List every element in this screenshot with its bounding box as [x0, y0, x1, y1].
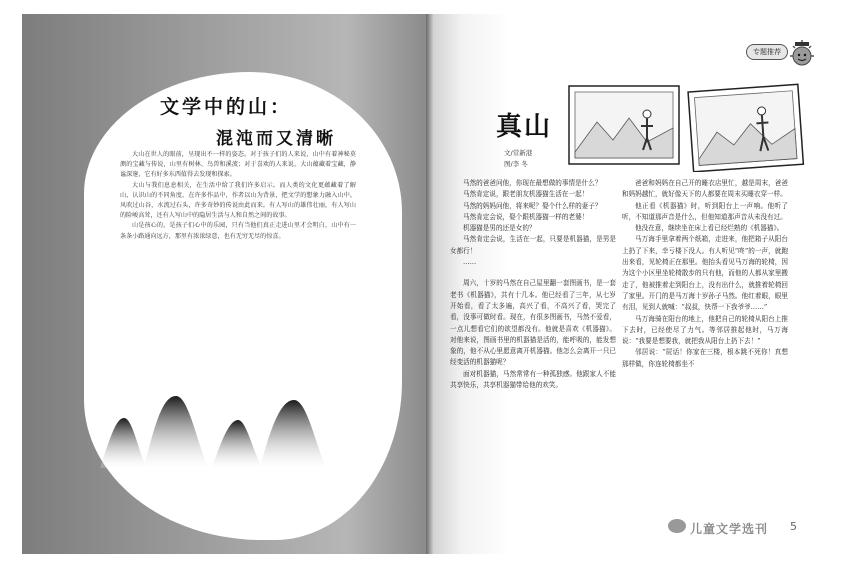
mountain-peak: [260, 400, 326, 468]
col1-paragraph: 马然的妈妈问他，将来呢？娶个什么样的妻子？: [463, 201, 602, 210]
left-title-line1: 文学中的山：: [160, 96, 293, 118]
sun-mascot-icon: [782, 34, 822, 74]
byline-illustrator: 图/李 冬: [504, 160, 528, 168]
left-paragraph: 大山与我们息息相关，在生活中给了我们许多启示。而人类的文化更蕴藏着了解山、认识山的不同角度。在许多作品中，作者以山为背景，把文学的想象力融入山中。风吹过山谷，水流过石头，许多奇妙的传说由此而来。有人写山的雄伟壮丽，有人写山的险峻高耸，还有人写山中的隐居生活与人和自然之间的故事。: [120, 181, 356, 220]
photo-frame-left: [569, 86, 679, 164]
photo-frame-right: [688, 84, 803, 171]
col2-paragraph: 爸爸和妈妈在自己开的睡衣店里忙，越是周末，爸爸和妈妈越忙，就好像天下的人都要在周末买睡衣穿一样。: [622, 179, 788, 199]
article-column-1: [450, 178, 616, 391]
col2-paragraph: 马万海手里拿着两个纸箱，走进来，他把箱子从阳台上扔了下来，幸亏楼下没人。有人听见“咚”的一声，就跑出来看，见轮椅正在那里。他抬头看见马万海的轮椅，因为这个小区里坐轮椅散步的只有他，而他的人都从家里搬走了，他被推着走到阳台上，没有出什么，就推着轮椅回了家里。开门的是马万海十岁孙子马然。他红着眼，眼里有泪，见到人就喊：“叔叔，快帮一下我爷爷……”: [622, 235, 788, 312]
left-article-body: [120, 150, 356, 242]
col2-paragraph: 他没在意，继续坐在床上看已经烂熟的《机器猫》。: [635, 224, 784, 233]
byline: [504, 148, 532, 170]
col2-paragraph: 他正看《机器猫》时，听到阳台上一声响。他听了听，不知道那声音是什么，但他知道那声音从未没有过。: [622, 201, 788, 221]
mountain-illustration: [100, 378, 340, 468]
magazine-logo-icon: [668, 519, 686, 533]
book-spine: [426, 14, 434, 554]
mountain-peak: [144, 396, 208, 468]
page-number: 5: [790, 520, 797, 533]
col1-paragraph: 周六，十岁的马然在自己屋里翻一套图画书，是一套老书《机器猫》，共有十几本。他已经看了三年，从七岁开始看，看了太多遍，高兴了看，不高兴了看，哭完了看，没事可做时看。现在，有很多图画书，马然不爱看，一点儿想看它们的欲望都没有。他就是喜欢《机器猫》。对他来说，图画书里的机器猫是活的，能呼吸的，能发想象的，他不从心里愿意离开机器猫。他怎么会离开一只已经变活的机器猫呢？: [450, 279, 616, 367]
story-title: 真山: [496, 112, 553, 142]
col1-paragraph: 马然肯定会说，生活在一起，只要是机器猫，是男是女都行！: [450, 235, 616, 255]
byline-author: 文/常新港: [504, 149, 533, 157]
col1-paragraph: 马然肯定说，跟老朋友机器猫生活在一起！: [463, 190, 589, 199]
article-column-2: [622, 178, 788, 370]
mountain-peak: [100, 418, 146, 468]
mountain-peak: [212, 420, 262, 468]
left-paragraph: 大山在世人的眼前，呈现出不一样的姿态。对于孩子们的人来说，山中有着神秘莫测的宝藏与传说，山里有树林、鸟兽和溪流；对于喜欢的人来说，大山蕴藏着宝藏，静谧深邃，它有好多东西值得去发现和探索。: [120, 151, 356, 179]
col2-paragraph: 邻居说：“屁话！你家在三楼，根本跳不死你！真想那样做，你连轮椅都坐不: [622, 348, 788, 368]
left-title-line2: 混沌而又清晰: [216, 129, 336, 149]
col1-paragraph: 面对机器猫，马然常常有一种孤独感。他跟家人不能共享快乐，共享机器猫带给他的欢笑。: [450, 369, 616, 390]
col2-paragraph: 马万海骑在阳台的地上，他把自己的轮椅从阳台上推下去时，已经使尽了力气。等邻居推起他时，马万海说：“我要是想要我，就把我从阳台上扔下去！”: [622, 314, 788, 346]
left-paragraph: 山是孩心的，是孩子们心中的乐园，只有当他们真正走进山里才会明白，山中有一条条小路通向远方，那里有浓浓绿意，也有无穷无尽的惊喜。: [120, 222, 356, 240]
col1-paragraph: 马然肯定会说，娶个跟机器猫一样的老婆！: [463, 212, 589, 221]
section-badge: 专题推荐: [746, 44, 788, 60]
col1-paragraph: ……: [463, 258, 477, 267]
illustration-photos: [567, 82, 807, 172]
col1-paragraph: 马然的爸爸问他，你现在最想做的事情是什么？: [463, 179, 602, 187]
magazine-brand: 儿童文学选刊: [690, 522, 769, 536]
col1-paragraph: 机器猫是男的还是女的？: [463, 224, 536, 233]
